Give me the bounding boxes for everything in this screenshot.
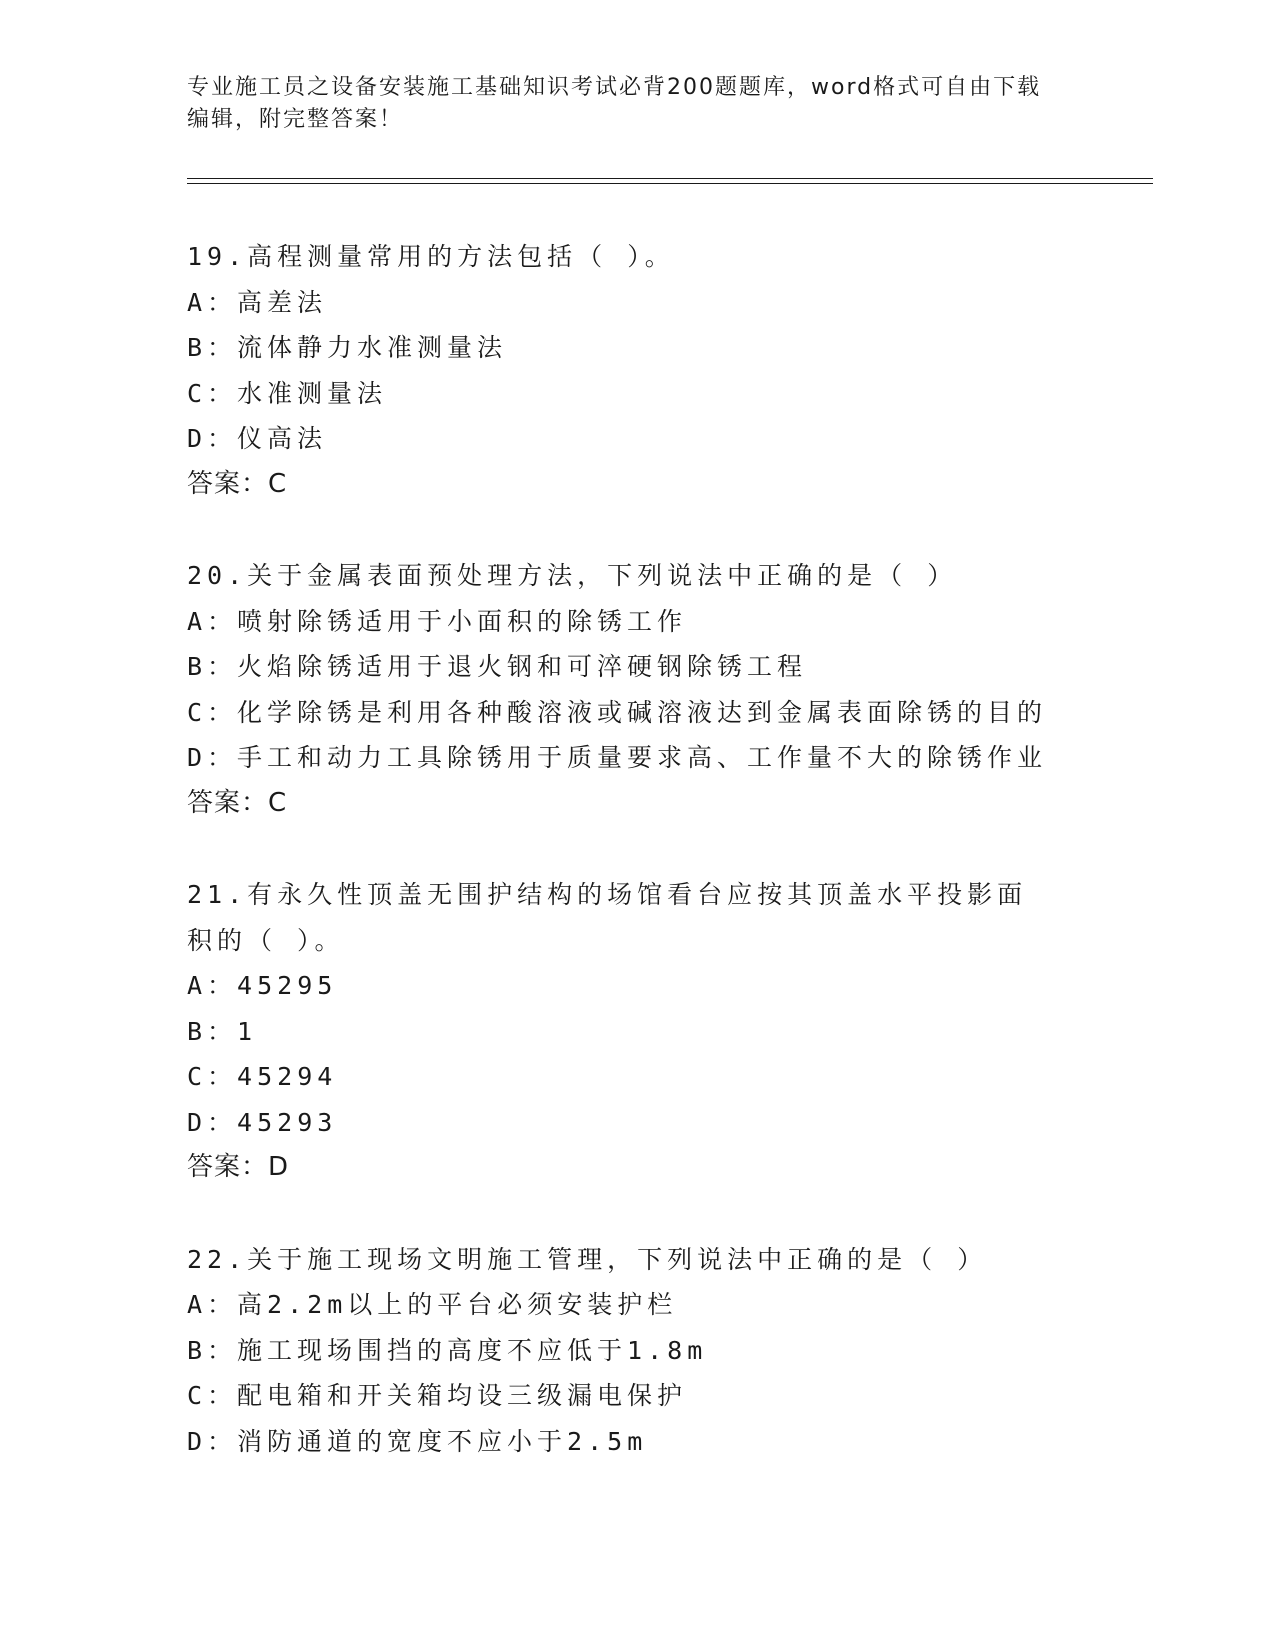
header-line-1: 专业施工员之设备安装施工基础知识考试必背200题题库，word格式可自由下载 [187,75,1042,100]
option-b: B：1 [187,1016,258,1046]
option-a: A：喷射除锈适用于小面积的除锈工作 [187,606,688,636]
question-22 [187,1237,1087,1465]
option-b: B：施工现场围挡的高度不应低于1.8m [187,1335,708,1365]
document-header [187,72,1087,136]
option-a: A：高2.2m以上的平台必须安装护栏 [187,1290,678,1319]
option-c: C：化学除锈是利用各种酸溶液或碱溶液达到金属表面除锈的目的 [187,697,1048,727]
option-c: C：配电箱和开关箱均设三级漏电保护 [187,1381,688,1410]
question-stem: 21.有永久性顶盖无围护结构的场馆看台应按其顶盖水平投影面积的（ ）。 [187,880,1028,955]
answer: 答案：D [187,1152,290,1182]
question-21 [187,872,1087,1191]
question-stem: 22.关于施工现场文明施工管理，下列说法中正确的是（ ） [187,1244,988,1274]
answer: 答案：C [187,468,288,499]
question-list [187,234,1087,1510]
option-d: D：45293 [187,1107,338,1137]
header-line-2: 编辑，附完整答案！ [187,107,404,132]
answer: 答案：C [187,787,288,818]
option-b: B：流体静力水准测量法 [187,333,508,362]
header-divider-bottom [187,183,1153,184]
option-c: C：45294 [187,1062,338,1091]
header-divider-top [187,178,1153,179]
option-b: B：火焰除锈适用于退火钢和可淬硬钢除锈工程 [187,652,808,681]
question-stem: 19.高程测量常用的方法包括（ ）。 [187,242,675,271]
option-c: C：水准测量法 [187,378,388,408]
option-d: D：消防通道的宽度不应小于2.5m [187,1426,648,1456]
option-d: D：手工和动力工具除锈用于质量要求高、工作量不大的除锈作业 [187,743,1048,772]
question-stem: 20.关于金属表面预处理方法，下列说法中正确的是（ ） [187,561,958,590]
option-a: A：45295 [187,971,338,1000]
question-20 [187,553,1087,826]
option-d: D：仪高法 [187,424,328,453]
question-19 [187,234,1087,507]
option-a: A：高差法 [187,287,328,317]
